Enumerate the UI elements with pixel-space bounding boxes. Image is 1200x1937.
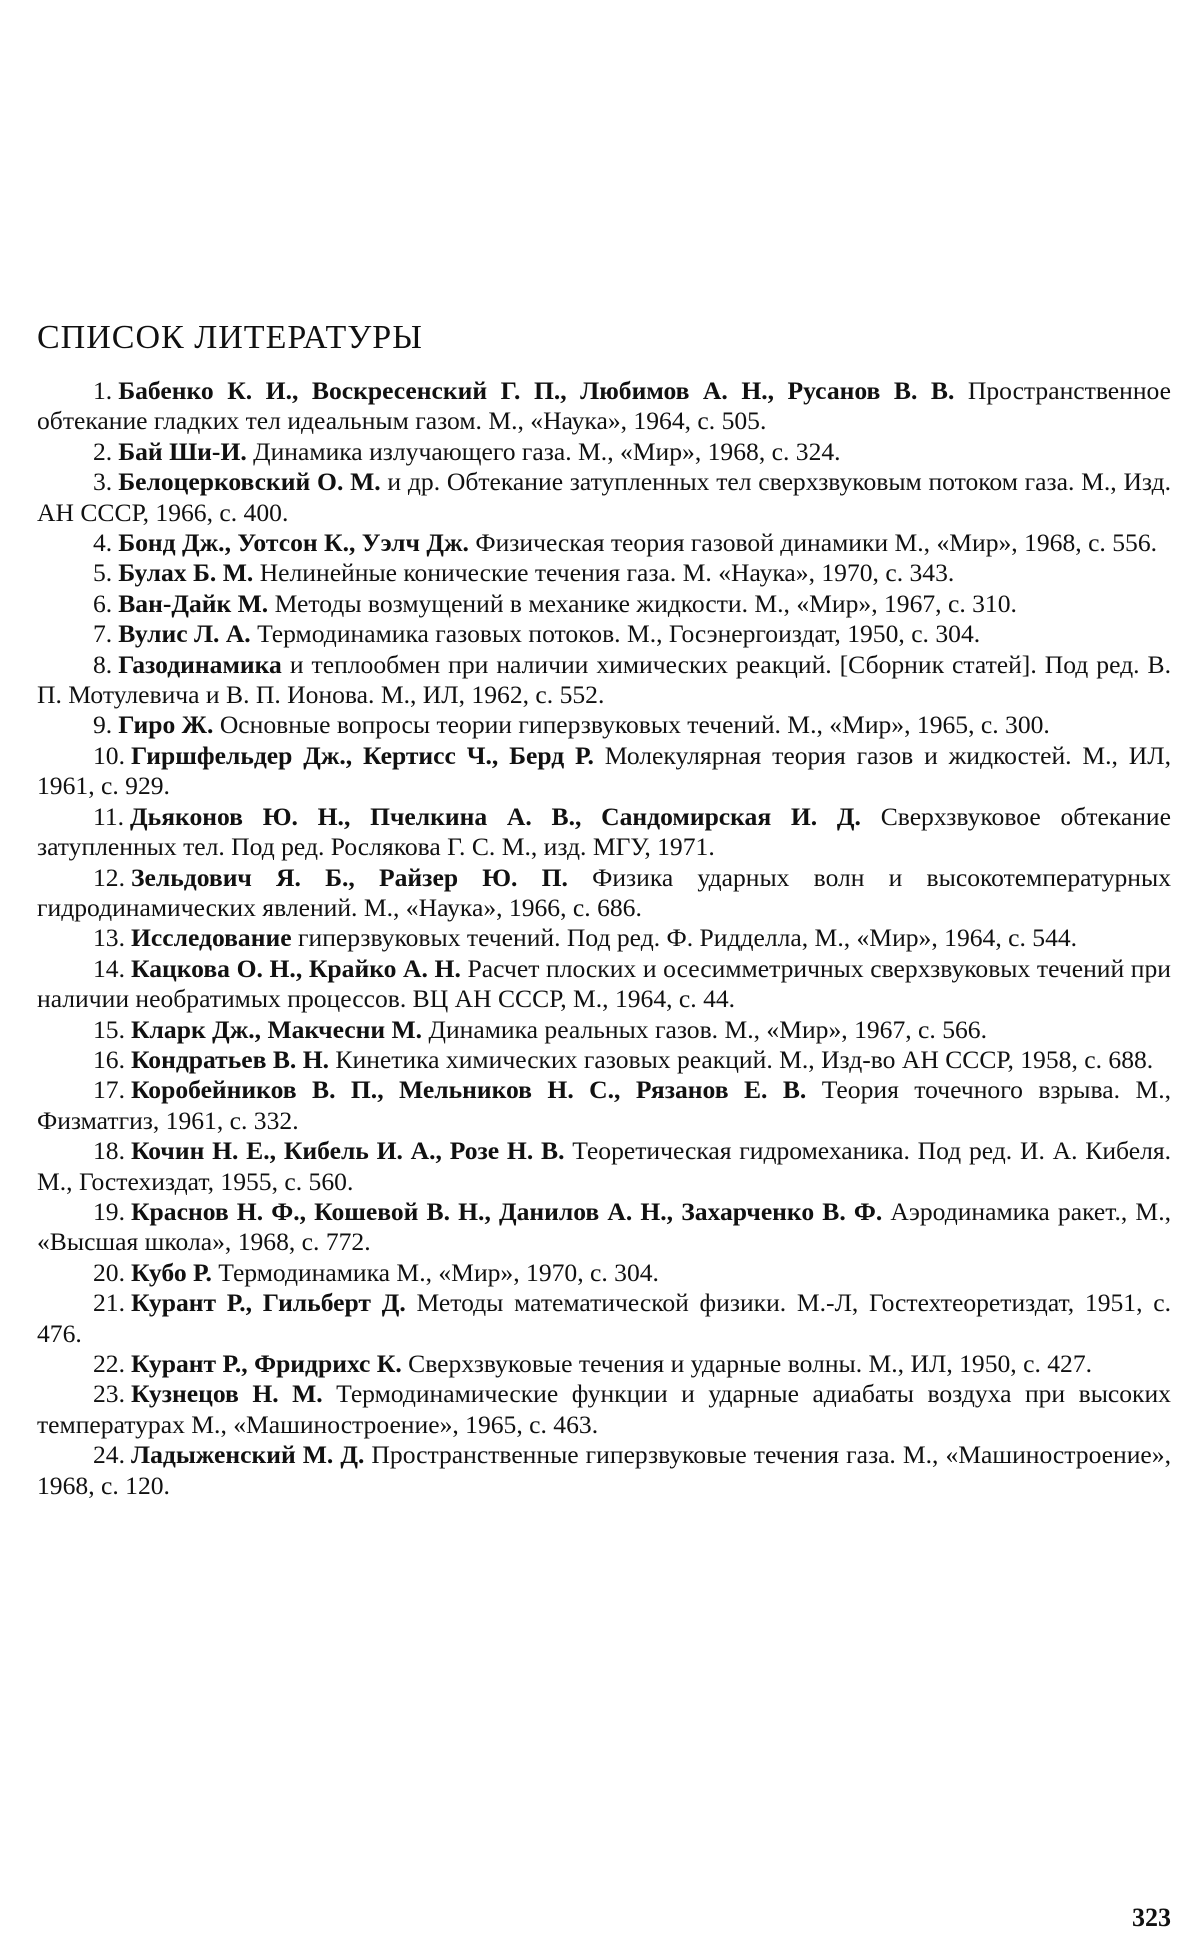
reference-item bbox=[37, 1136, 1171, 1197]
reference-authors: Бонд Дж., Уотсон К., Уэлч Дж. bbox=[118, 528, 469, 558]
reference-number: 6. bbox=[93, 588, 113, 618]
page-number: 323 bbox=[1132, 1903, 1171, 1932]
reference-item bbox=[37, 528, 1171, 558]
reference-item bbox=[37, 1258, 1171, 1288]
reference-authors: Газодинамика bbox=[118, 649, 282, 679]
reference-number: 3. bbox=[93, 467, 113, 497]
reference-authors: Гиро Ж. bbox=[118, 710, 214, 740]
reference-number: 8. bbox=[93, 649, 113, 679]
reference-authors: Кондратьев В. Н. bbox=[131, 1044, 330, 1074]
reference-item bbox=[37, 1440, 1171, 1501]
reference-number: 24. bbox=[93, 1440, 125, 1470]
reference-item bbox=[37, 802, 1171, 863]
reference-text: Методы возмущений в механике жидкости. М., «Мир», 1967, с. 310. bbox=[274, 588, 1017, 618]
reference-number: 9. bbox=[93, 710, 113, 740]
reference-text: Физическая теория газовой динамики М., «Мир», 1968, с. 556. bbox=[475, 528, 1158, 558]
reference-number: 21. bbox=[93, 1288, 125, 1318]
reference-item bbox=[37, 589, 1171, 619]
reference-item bbox=[37, 376, 1171, 437]
reference-text: Термодинамические функции и ударные адиабаты воздуха при высоких температурах М., «Машиностроение», 1965, с. 463. bbox=[37, 1379, 1171, 1439]
reference-authors: Вулис Л. А. bbox=[118, 619, 251, 649]
reference-authors: Зельдович Я. Б., Райзер Ю. П. bbox=[131, 862, 568, 892]
reference-text: и теплообмен при наличии химических реакций. [Сборник статей]. Под ред. В. П. Мотулевича и В. П. Ионова. М., ИЛ, 1962, с. 552. bbox=[37, 649, 1172, 710]
reference-item bbox=[37, 1288, 1171, 1349]
reference-authors: Курант Р., Фридрихс К. bbox=[131, 1349, 402, 1378]
reference-text: Теоретическая гидромеханика. Под ред. И. А. Кибеля. М., Гостехиздат, 1955, с. 560. bbox=[37, 1136, 1172, 1196]
page-heading: СПИСОК ЛИТЕРАТУРЫ bbox=[37, 319, 423, 356]
reference-number: 4. bbox=[93, 528, 113, 558]
reference-text: Пространственное обтекание гладких тел идеальным газом. М., «Наука», 1964, с. 505. bbox=[37, 376, 1171, 436]
reference-authors: Коробейников В. П., Мельников Н. С., Рязанов Е. В. bbox=[131, 1075, 807, 1105]
reference-authors: Ван-Дайк М. bbox=[118, 588, 269, 618]
reference-authors: Курант Р., Гильберт Д. bbox=[131, 1288, 406, 1318]
reference-authors: Гиршфельдер Дж., Кертисс Ч., Берд Р. bbox=[131, 740, 594, 770]
reference-authors: Ладыженский М. Д. bbox=[131, 1440, 365, 1470]
reference-number: 17. bbox=[93, 1075, 125, 1105]
reference-text: и др. Обтекание затупленных тел сверхзвуковым потоком газа. М., Изд. АН СССР, 1966, с. 400. bbox=[37, 467, 1171, 527]
reference-item bbox=[37, 1349, 1171, 1379]
reference-authors: Белоцерковский О. М. bbox=[118, 467, 381, 497]
reference-item bbox=[37, 863, 1171, 924]
reference-number: 20. bbox=[93, 1257, 125, 1287]
reference-item bbox=[37, 923, 1171, 953]
reference-authors: Бай Ши-И. bbox=[118, 436, 247, 466]
reference-item bbox=[37, 437, 1171, 467]
reference-number: 16. bbox=[93, 1044, 125, 1074]
reference-authors: Краснов Н. Ф., Кошевой В. Н., Данилов А. Н., Захарченко В. Ф. bbox=[131, 1196, 883, 1226]
reference-number: 1. bbox=[93, 376, 113, 405]
reference-text: Физика ударных волн и высокотемпературных гидродинамических явлений. М., «Наука», 1966, с. 686. bbox=[37, 862, 1171, 922]
reference-number: 14. bbox=[93, 953, 125, 983]
reference-text: Теория точечного взрыва. М., Физматгиз, 1961, с. 332. bbox=[37, 1075, 1171, 1135]
reference-text: Нелинейные конические течения газа. М. «Наука», 1970, с. 343. bbox=[259, 558, 955, 588]
reference-item bbox=[37, 558, 1171, 588]
reference-text: Сверхзвуковые течения и ударные волны. М., ИЛ, 1950, с. 427. bbox=[408, 1349, 1093, 1378]
reference-text: Основные вопросы теории гиперзвуковых течений. М., «Мир», 1965, с. 300. bbox=[219, 710, 1050, 740]
reference-authors: Кубо Р. bbox=[131, 1257, 212, 1287]
reference-number: 15. bbox=[93, 1014, 125, 1044]
reference-number: 19. bbox=[93, 1196, 125, 1226]
reference-authors: Кацкова О. Н., Крайко А. Н. bbox=[131, 953, 461, 983]
reference-text: Сверхзвуковое обтекание затупленных тел. Под ред. Рослякова Г. С. М., изд. МГУ, 1971. bbox=[37, 801, 1171, 862]
reference-text: Термодинамика газовых потоков. М., Госэнергоиздат, 1950, с. 304. bbox=[257, 619, 981, 649]
reference-item bbox=[37, 741, 1171, 802]
reference-authors: Кузнецов Н. М. bbox=[131, 1379, 323, 1409]
reference-text: Расчет плоских и осесимметричных сверхзвуковых течений при наличии необратимых процессов. ВЦ АН СССР, М., 1964, с. 44. bbox=[37, 953, 1171, 1014]
reference-authors: Дьяконов Ю. Н., Пчелкина А. В., Сандомирская И. Д. bbox=[130, 801, 861, 831]
reference-item bbox=[37, 650, 1171, 711]
reference-authors: Бабенко К. И., Воскресенский Г. П., Любимов А. Н., Русанов В. В. bbox=[118, 376, 955, 405]
reference-number: 18. bbox=[93, 1136, 125, 1166]
reference-item bbox=[37, 1197, 1171, 1258]
reference-item bbox=[37, 710, 1171, 740]
reference-number: 11. bbox=[93, 801, 125, 831]
reference-item bbox=[37, 1015, 1171, 1045]
reference-item bbox=[37, 467, 1171, 528]
reference-number: 10. bbox=[93, 740, 125, 770]
reference-text: Пространственные гиперзвуковые течения газа. М., «Машиностроение», 1968, с. 120. bbox=[37, 1440, 1171, 1500]
reference-authors: Исследование bbox=[131, 923, 292, 953]
reference-text: гиперзвуковых течений. Под ред. Ф. Ридделла, М., «Мир», 1964, с. 544. bbox=[298, 923, 1078, 953]
reference-item bbox=[37, 1379, 1171, 1440]
reference-text: Молекулярная теория газов и жидкостей. М., ИЛ, 1961, с. 929. bbox=[37, 740, 1171, 801]
reference-authors: Кларк Дж., Макчесни М. bbox=[131, 1014, 423, 1044]
reference-authors: Булах Б. М. bbox=[118, 558, 254, 588]
reference-text: Динамика реальных газов. М., «Мир», 1967, с. 566. bbox=[428, 1014, 987, 1044]
reference-text: Термодинамика М., «Мир», 1970, с. 304. bbox=[218, 1257, 659, 1287]
reference-number: 2. bbox=[93, 436, 113, 466]
reference-text: Кинетика химических газовых реакций. М., Изд-во АН СССР, 1958, с. 688. bbox=[335, 1044, 1154, 1074]
reference-item bbox=[37, 1075, 1171, 1136]
reference-item bbox=[37, 954, 1171, 1015]
reference-list bbox=[37, 376, 1171, 1501]
reference-text: Динамика излучающего газа. М., «Мир», 1968, с. 324. bbox=[253, 436, 841, 466]
reference-number: 7. bbox=[93, 619, 113, 649]
reference-text: Методы математической физики. М.-Л, Гостехтеоретиздат, 1951, с. 476. bbox=[37, 1288, 1171, 1348]
reference-number: 13. bbox=[93, 923, 125, 953]
reference-text: Аэродинамика ракет., М., «Высшая школа», 1968, с. 772. bbox=[37, 1196, 1171, 1257]
reference-item bbox=[37, 1045, 1171, 1075]
reference-number: 12. bbox=[93, 862, 125, 892]
reference-number: 23. bbox=[93, 1379, 125, 1409]
reference-number: 22. bbox=[93, 1349, 125, 1378]
reference-item bbox=[37, 619, 1171, 649]
reference-authors: Кочин Н. Е., Кибель И. А., Розе Н. В. bbox=[131, 1136, 565, 1166]
reference-number: 5. bbox=[93, 558, 113, 588]
